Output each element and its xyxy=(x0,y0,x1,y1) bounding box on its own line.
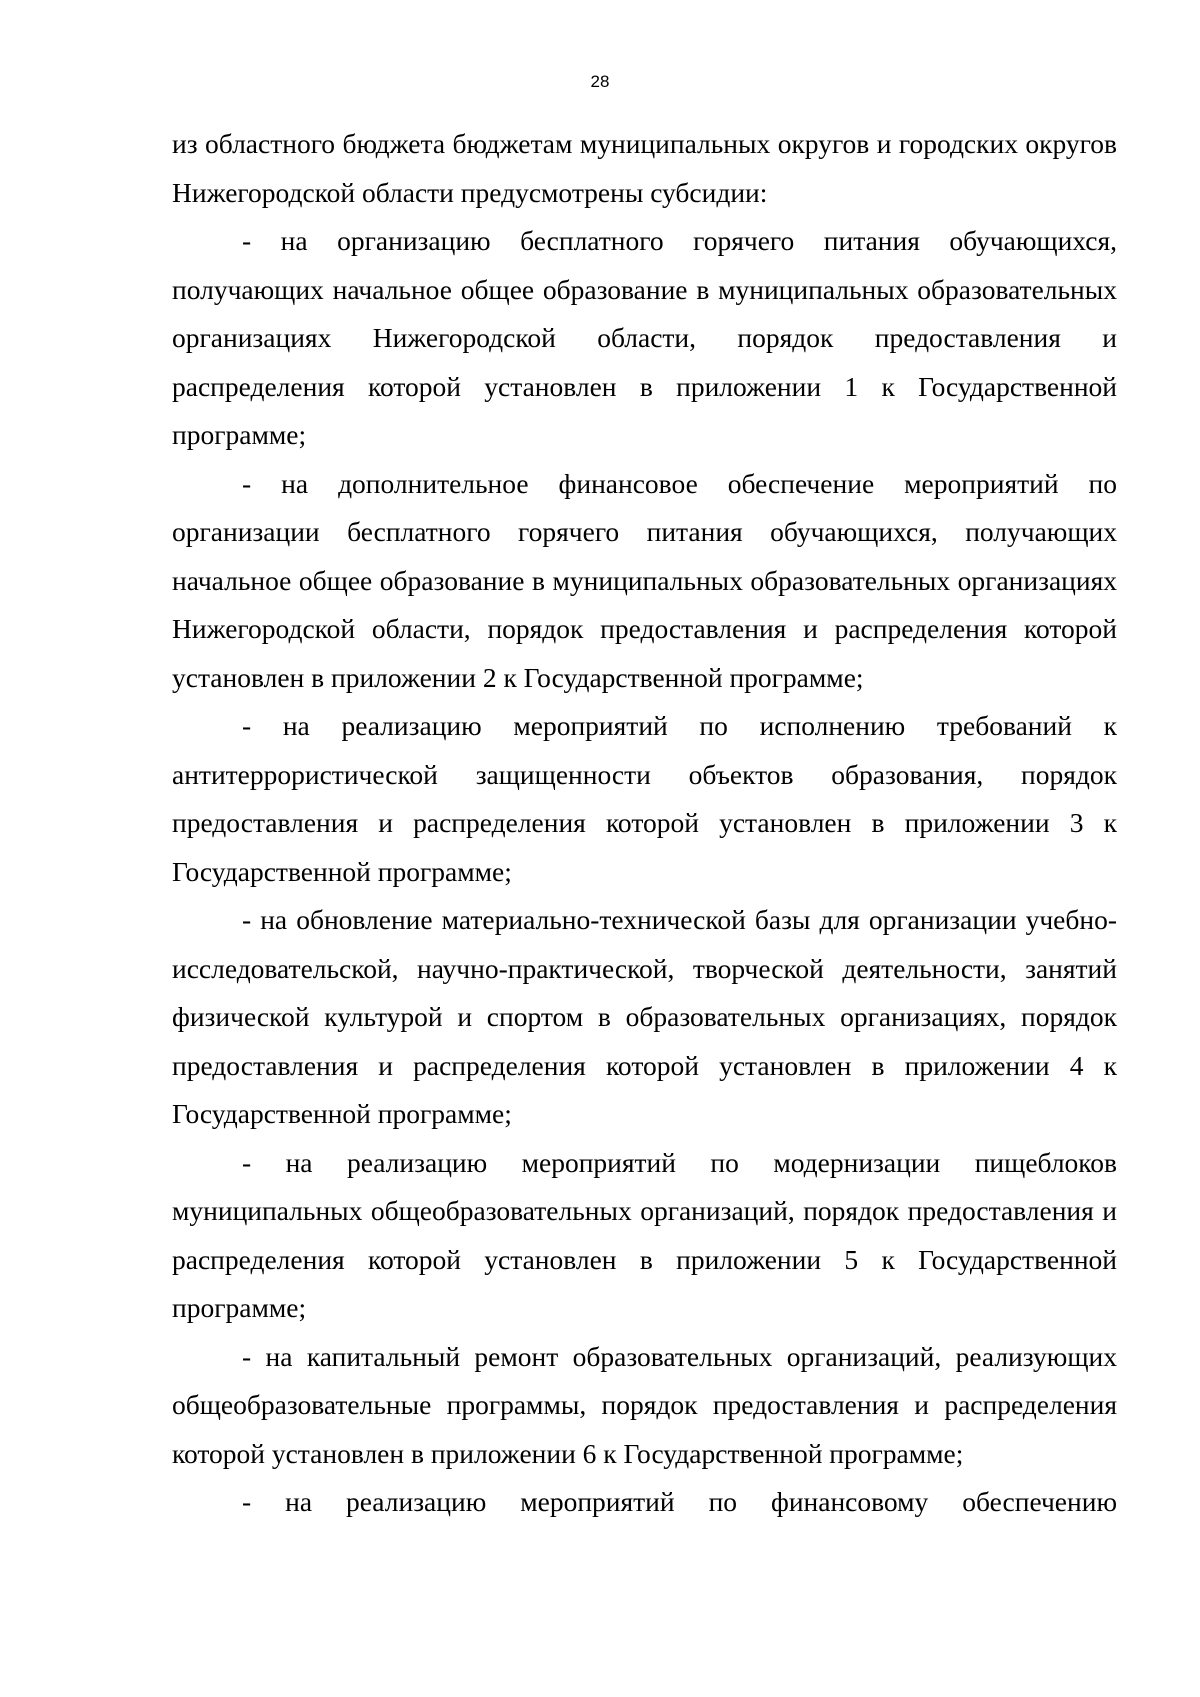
paragraph-subsidy-financial-support: - на реализацию мероприятий по финансовому обеспечению xyxy=(242,1486,1117,1517)
paragraph-intro: из областного бюджета бюджетам муниципальных округов и городских округов Нижегородской области предусмотрены субсидии: xyxy=(172,128,1117,208)
paragraph-subsidy-food-blocks: - на реализацию мероприятий по модернизации пищеблоков муниципальных общеобразовательных организаций, порядок предоставления и распределения которой установлен в приложении 5 к Государственной программе; xyxy=(172,1146,1117,1323)
paragraph-subsidy-capital-repair: - на капитальный ремонт образовательных организаций, реализующих общеобразовательные программы, порядок предоставления и распределения которой установлен в приложении 6 к Государственной программе; xyxy=(172,1340,1117,1469)
paragraph-subsidy-hot-meals: - на организацию бесплатного горячего питания обучающихся, получающих начальное общее образование в муниципальных образовательных организациях Нижегородской области, порядок предоставления и распределения которой установлен в приложении 1 к Государственной программе; xyxy=(172,225,1117,450)
paragraph-subsidy-additional-meals-funding: - на дополнительное финансовое обеспечение мероприятий по организации бесплатного горячего питания обучающихся, получающих начальное общее образование в муниципальных образовательных организациях Нижегородской области, порядок предоставления и распределения которой установлен в приложении 2 к Государственной программе; xyxy=(172,467,1117,693)
document-body xyxy=(172,120,1117,1527)
paragraph-subsidy-antiterrorism: - на реализацию мероприятий по исполнению требований к антитеррористической защищенности объектов образования, порядок предоставления и распределения которой установлен в приложении 3 к Государственной программе; xyxy=(172,710,1117,887)
page-number: 28 xyxy=(590,72,610,91)
paragraph-subsidy-material-base: - на обновление материально-технической базы для организации учебно-исследовательской, научно-практической, творческой деятельности, занятий физической культурой и спортом в образовательных организациях, порядок предоставления и распределения которой установлен в приложении 4 к Государственной программе; xyxy=(172,904,1117,1129)
